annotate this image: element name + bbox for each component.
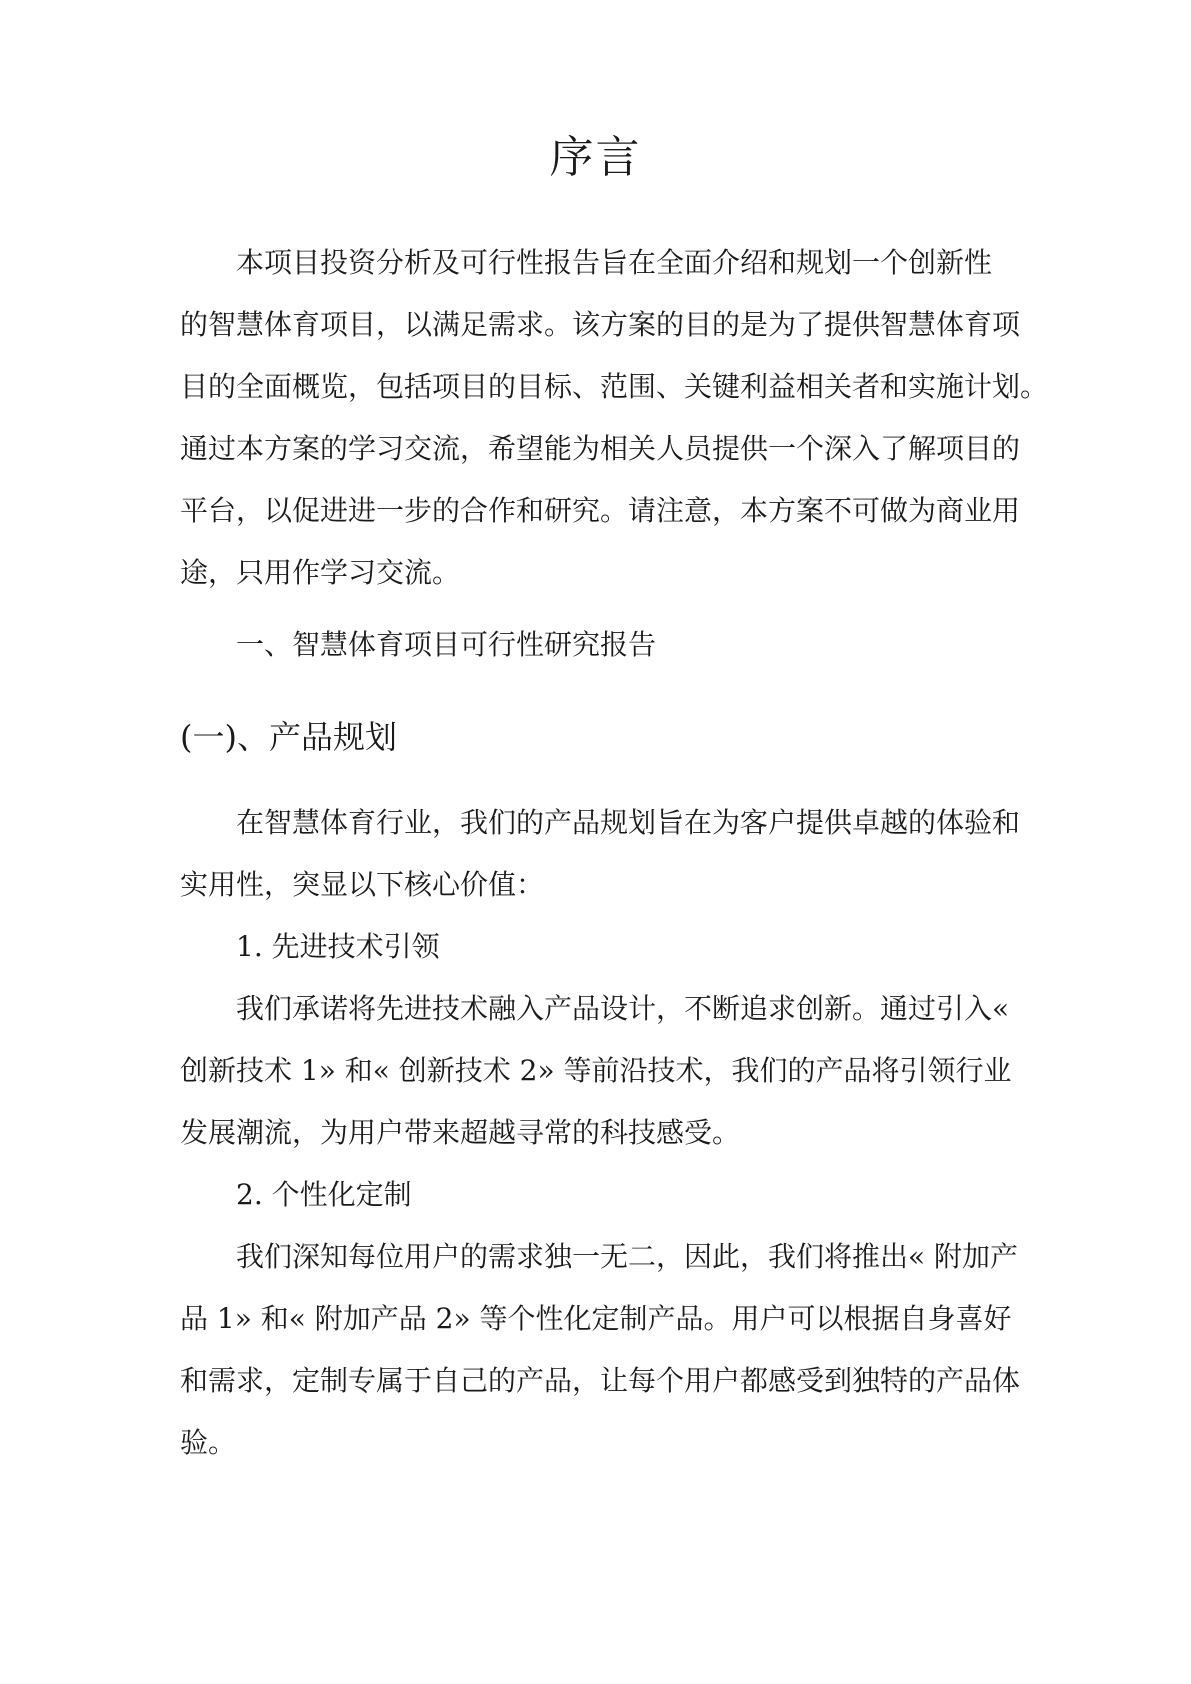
subsection-heading: (一)、产品规划 [180,718,397,756]
intro-paragraph [180,792,1021,916]
item1-line: 发展潮流，为用户带来超越寻常的科技感受。 [180,1116,741,1149]
list-item-heading: 2. 个性化定制 [236,1178,412,1211]
list-item-heading: 1. 先进技术引领 [236,930,440,963]
item1-paragraph [180,978,1016,1164]
item2-line: 验。 [180,1426,237,1459]
preface-line: 平台，以促进进一步的合作和研究。请注意，本方案不可做为商业用 [180,494,1021,527]
section-heading: 一、智慧体育项目可行性研究报告 [236,628,657,661]
preface-paragraph [180,232,1049,604]
preface-line: 通过本方案的学习交流，希望能为相关人员提供一个深入了解项目的 [180,432,1021,465]
item1-line: 创新技术 1» 和« 创新技术 2» 等前沿技术，我们的产品将引领行业 [180,1054,1012,1087]
page-title: 序言 [549,132,642,183]
item2-line: 品 1» 和« 附加产品 2» 等个性化定制产品。用户可以根据自身喜好 [180,1302,1012,1335]
item2-line: 我们深知每位用户的需求独一无二，因此，我们将推出« 附加产 [236,1240,1019,1273]
item2-line: 和需求，定制专属于自己的产品，让每个用户都感受到独特的产品体 [180,1364,1021,1397]
preface-line: 本项目投资分析及可行性报告旨在全面介绍和规划一个创新性 [236,246,993,279]
item2-paragraph [180,1226,1021,1474]
item1-line: 我们承诺将先进技术融入产品设计，不断追求创新。通过引入« [236,992,1010,1025]
intro-line: 实用性，突显以下核心价值： [180,868,545,901]
intro-line: 在智慧体育行业，我们的产品规划旨在为客户提供卓越的体验和 [236,806,1021,839]
preface-line: 途，只用作学习交流。 [180,556,461,589]
preface-line: 目的全面概览，包括项目的目标、范围、关键利益相关者和实施计划。 [180,370,1049,403]
preface-line: 的智慧体育项目，以满足需求。该方案的目的是为了提供智慧体育项 [180,308,1021,341]
